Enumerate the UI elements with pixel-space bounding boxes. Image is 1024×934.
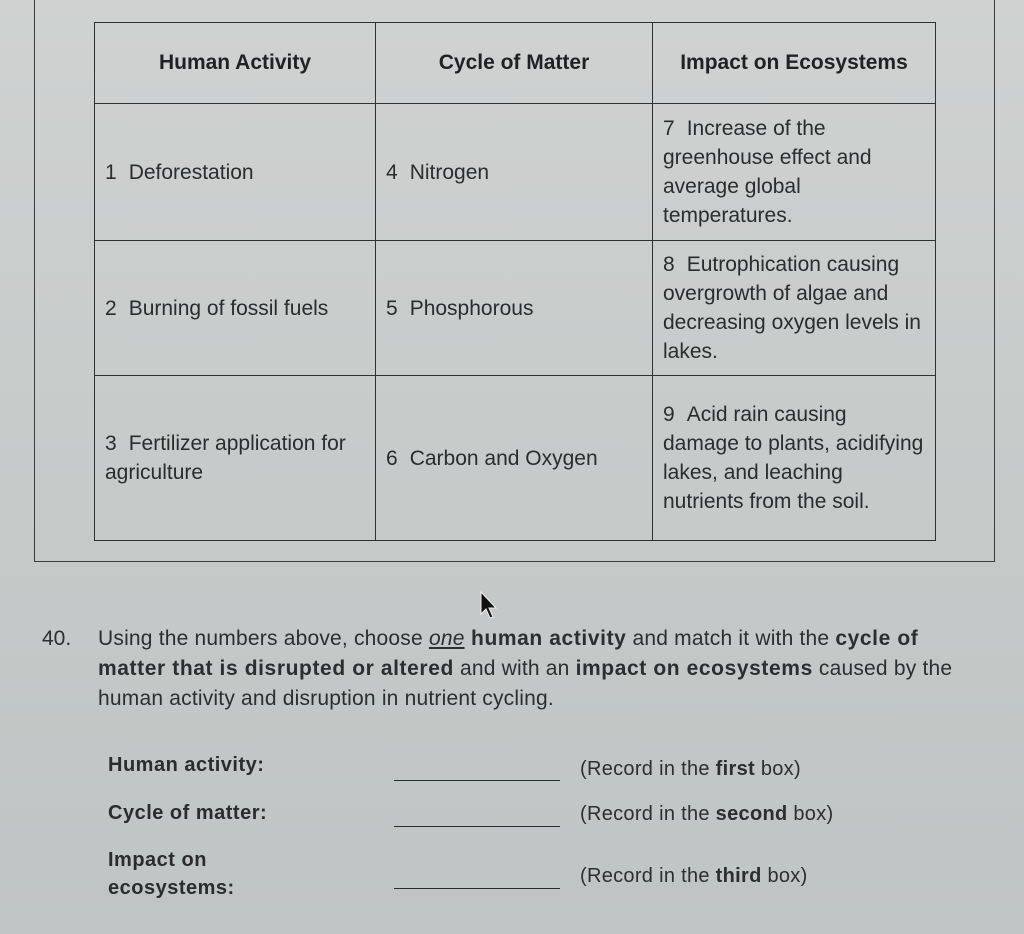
impact-cell: 8 Eutrophication causing overgrowth of algae and decreasing oxygen levels in lakes. bbox=[653, 241, 936, 376]
activity-cell: 2 Burning of fossil fuels bbox=[95, 241, 376, 376]
answer-blank-human-activity[interactable] bbox=[394, 780, 560, 781]
answer-blank-cycle-of-matter[interactable] bbox=[394, 826, 560, 827]
header-impact: Impact on Ecosystems bbox=[653, 23, 936, 104]
answer-hint: (Record in the third box) bbox=[580, 865, 808, 887]
question-number: 40. bbox=[42, 627, 72, 650]
mouse-pointer-icon bbox=[478, 590, 500, 620]
activity-cell: 1 Deforestation bbox=[95, 104, 376, 241]
question-text: Using the numbers above, choose one human activity and match it with the cycle of matter that is disrupted or altered and with an impact on ecosystems caused by the human activity and disruption in nutrient cycling. bbox=[98, 627, 953, 710]
header-cycle-of-matter: Cycle of Matter bbox=[376, 23, 653, 104]
cycle-cell: 4 Nitrogen bbox=[376, 104, 653, 241]
question-40 bbox=[42, 624, 962, 714]
matching-table bbox=[94, 22, 936, 541]
answer-hint: (Record in the second box) bbox=[580, 803, 834, 825]
header-human-activity: Human Activity bbox=[95, 23, 376, 104]
cycle-cell: 5 Phosphorous bbox=[376, 241, 653, 376]
answer-label-human-activity: Human activity: bbox=[108, 754, 265, 776]
answer-blank-impact[interactable] bbox=[394, 888, 560, 889]
activity-cell: 3 Fertilizer application for agriculture bbox=[95, 376, 376, 541]
table-row bbox=[95, 241, 936, 376]
answer-hint: (Record in the first box) bbox=[580, 758, 801, 780]
answer-label-cycle-of-matter: Cycle of matter: bbox=[108, 802, 268, 824]
answer-label-impact: Impact on ecosystems: bbox=[108, 849, 235, 899]
impact-cell: 9 Acid rain causing damage to plants, acidifying lakes, and leaching nutrients from the soil. bbox=[653, 376, 936, 541]
impact-cell: 7 Increase of the greenhouse effect and average global temperatures. bbox=[653, 104, 936, 241]
table-row bbox=[95, 376, 936, 541]
table-header-row bbox=[95, 23, 936, 104]
cycle-cell: 6 Carbon and Oxygen bbox=[376, 376, 653, 541]
table-row bbox=[95, 104, 936, 241]
